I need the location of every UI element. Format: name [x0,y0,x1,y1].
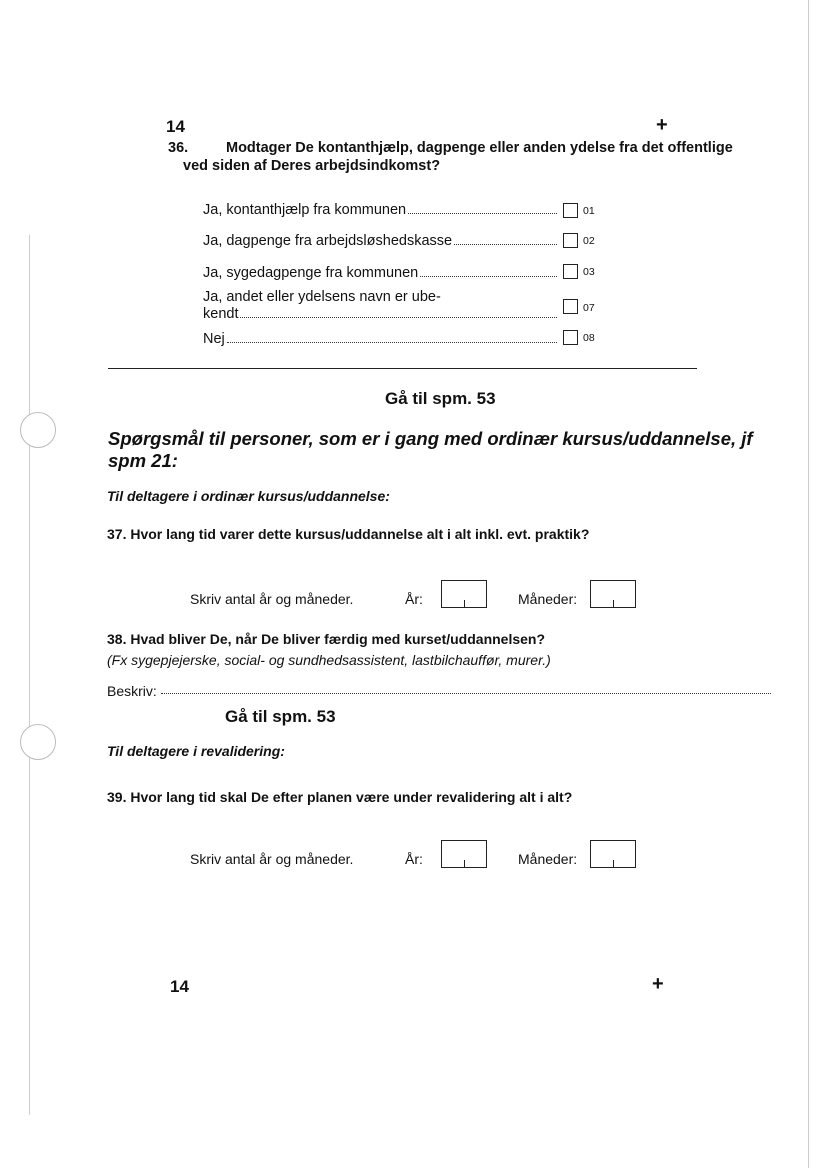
registration-mark-bottom: + [652,973,664,995]
q38-describe-label: Beskriv: [107,683,157,699]
q39-instruction: Skriv antal år og måneder. [190,851,354,867]
code-02: 02 [583,235,595,247]
q36-option-07-line1: Ja, andet eller ydelsens navn er ube- [203,289,441,305]
q39-years-label: År: [405,851,423,867]
q37-years-input[interactable] [441,580,487,608]
section-heading-line1: Spørgsmål til personer, som er i gang med ordinær kursus/uddannelse, jf [108,428,753,449]
leader-dots [227,342,557,343]
code-07: 07 [583,302,595,314]
punch-hole-bottom [20,724,56,760]
leader-dots [420,276,557,277]
q36-option-08 [203,331,559,347]
checkbox-08[interactable] [563,330,578,345]
q37-instruction: Skriv antal år og måneder. [190,591,354,607]
code-01: 01 [583,205,595,217]
q36-text-line2: ved siden af Deres arbejdsindkomst? [183,158,441,174]
q36-text-line1: Modtager De kontanthjælp, dagpenge eller anden ydelse fra det offentlige [226,140,733,156]
checkbox-07[interactable] [563,299,578,314]
q39-years-input[interactable] [441,840,487,868]
q38-describe-line[interactable] [161,693,771,694]
q37-text: 37. Hvor lang tid varer dette kursus/uddannelse alt i alt inkl. evt. praktik? [107,526,590,542]
q39-text: 39. Hvor lang tid skal De efter planen være under revalidering alt i alt? [107,789,573,805]
checkbox-02[interactable] [563,233,578,248]
subheading-revalidering: Til deltagere i revalidering: [107,743,285,759]
q36-number: 36. [168,140,189,156]
q38-example: (Fx sygepjejerske, social- og sundhedsassistent, lastbilchauffør, murer.) [107,652,551,668]
option-label: Ja, kontanthjælp fra kommunen [203,202,407,218]
q37-months-label: Måneder: [518,591,578,607]
q37-years-label: År: [405,591,423,607]
code-08: 08 [583,332,595,344]
q36-option-07 [203,306,559,322]
q36-option-03 [203,265,559,281]
q39-months-input[interactable] [590,840,636,868]
margin-line-right [808,0,809,1168]
section-heading-line2: spm 21: [108,450,178,471]
q37-months-input[interactable] [590,580,636,608]
registration-mark-top: + [656,114,668,136]
margin-line-left [29,235,30,1115]
code-03: 03 [583,266,595,278]
option-label: Ja, sygedagpenge fra kommunen [203,265,419,281]
punch-hole-top [20,412,56,448]
goto-53-first: Gå til spm. 53 [385,389,496,408]
subheading-ordinary-course: Til deltagere i ordinær kursus/uddannelse: [107,488,390,504]
leader-dots [408,213,557,214]
checkbox-03[interactable] [563,264,578,279]
q38-text: 38. Hvad bliver De, når De bliver færdig med kurset/uddannelsen? [107,631,546,647]
option-label: Nej [203,331,225,347]
leader-dots [240,317,557,318]
q36-option-01 [203,202,559,218]
leader-dots [454,244,557,245]
q39-months-label: Måneder: [518,851,578,867]
page-number-bottom: 14 [170,977,189,996]
goto-53-second: Gå til spm. 53 [225,707,336,726]
divider [108,368,697,369]
option-label: kendt [203,306,239,322]
q36-option-02 [203,233,559,249]
checkbox-01[interactable] [563,203,578,218]
option-label: Ja, dagpenge fra arbejdsløshedskasse [203,233,453,249]
page-number-top: 14 [166,117,185,136]
